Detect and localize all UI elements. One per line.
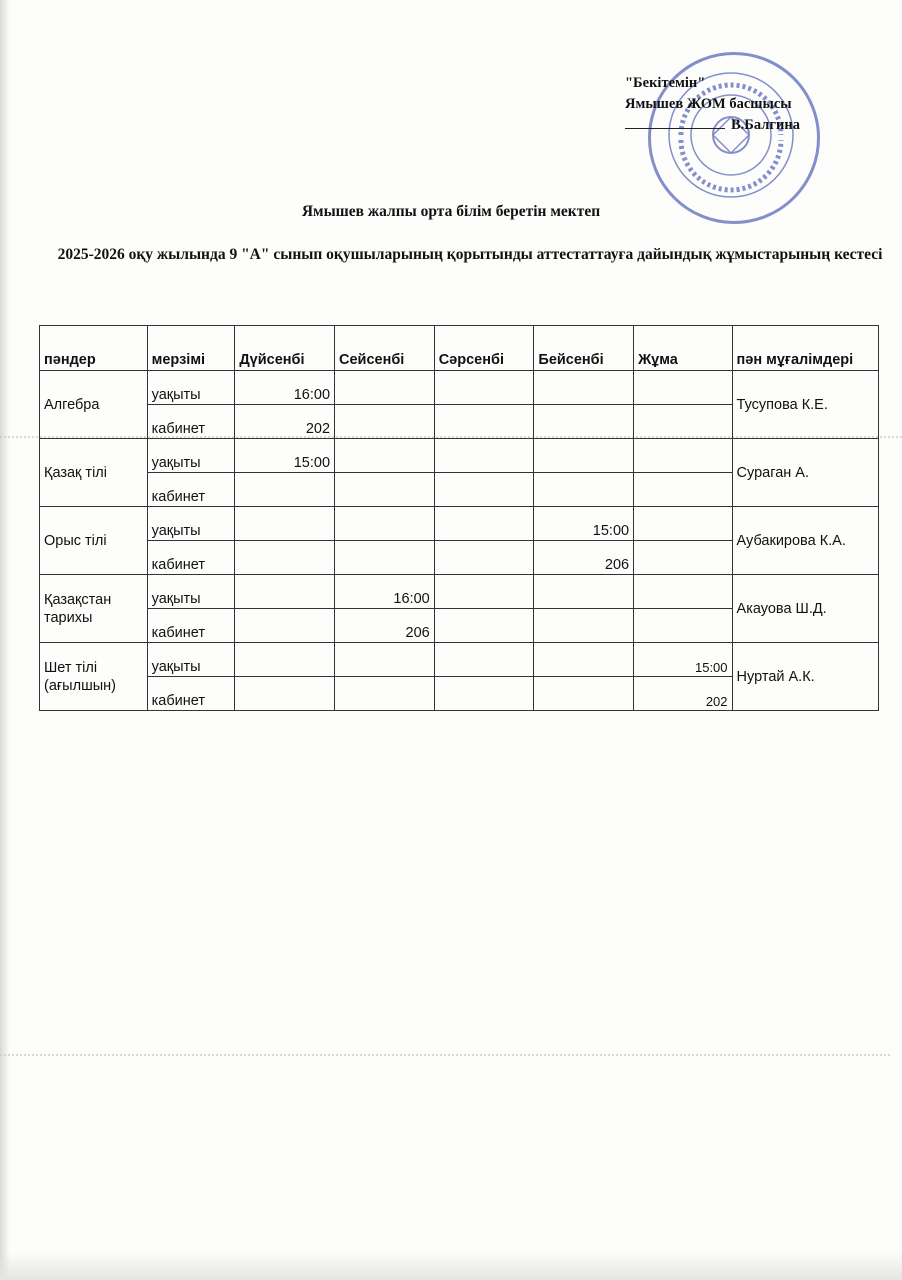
time-cell [434, 371, 534, 405]
room-cell [634, 473, 732, 507]
time-cell [335, 643, 435, 677]
table-row [40, 643, 879, 677]
room-cell [434, 473, 534, 507]
subject-cell: Алгебра [40, 371, 148, 439]
room-cell [534, 405, 634, 439]
room-cell [634, 609, 732, 643]
header-period: мерзімі [147, 326, 235, 371]
room-cell [434, 405, 534, 439]
signature-line [625, 116, 725, 129]
schedule-table [39, 325, 879, 711]
room-cell: 206 [335, 609, 435, 643]
room-cell [534, 473, 634, 507]
time-cell [335, 507, 435, 541]
table-row [40, 371, 879, 405]
time-cell: 16:00 [335, 575, 435, 609]
room-cell [634, 541, 732, 575]
approval-title: "Бекітемін" [625, 75, 706, 91]
subject-cell: Орыс тілі [40, 507, 148, 575]
header-subjects: пәндер [40, 326, 148, 371]
time-cell [634, 439, 732, 473]
room-cell [335, 541, 435, 575]
time-cell: 15:00 [634, 643, 732, 677]
teacher-cell: Аубакирова К.А. [732, 507, 878, 575]
room-label: кабинет [147, 405, 235, 439]
time-cell [335, 439, 435, 473]
room-cell [634, 405, 732, 439]
time-cell [235, 575, 335, 609]
teacher-cell: Тусупова К.Е. [732, 371, 878, 439]
header-teachers: пән мұғалімдері [732, 326, 878, 371]
teacher-cell: Акауова Ш.Д. [732, 575, 878, 643]
room-cell [235, 541, 335, 575]
scan-noise-line [0, 1054, 890, 1060]
time-cell [634, 507, 732, 541]
table-row [40, 575, 879, 609]
room-cell [235, 609, 335, 643]
time-cell: 16:00 [235, 371, 335, 405]
header-tuesday: Сейсенбі [335, 326, 435, 371]
time-label: уақыты [147, 439, 235, 473]
subject-cell: Қазақ тілі [40, 439, 148, 507]
table-header-row [40, 326, 879, 371]
time-cell [434, 439, 534, 473]
room-cell [434, 541, 534, 575]
header-thursday: Бейсенбі [534, 326, 634, 371]
room-cell [235, 473, 335, 507]
teacher-cell: Сураган А. [732, 439, 878, 507]
room-label: кабинет [147, 609, 235, 643]
room-cell: 202 [235, 405, 335, 439]
time-cell [434, 643, 534, 677]
header-wednesday: Сәрсенбі [434, 326, 534, 371]
room-label: кабинет [147, 541, 235, 575]
room-label: кабинет [147, 677, 235, 711]
approval-position: Ямышев ЖОМ басшысы [625, 96, 792, 112]
approval-block [625, 73, 865, 136]
room-cell [434, 609, 534, 643]
time-cell: 15:00 [534, 507, 634, 541]
room-cell [335, 677, 435, 711]
approval-name: В.Балгина [731, 117, 800, 133]
room-cell: 202 [634, 677, 732, 711]
header-monday: Дүйсенбі [235, 326, 335, 371]
time-label: уақыты [147, 575, 235, 609]
time-label: уақыты [147, 507, 235, 541]
time-cell [335, 371, 435, 405]
header-friday: Жұма [634, 326, 732, 371]
time-cell [235, 507, 335, 541]
teacher-cell: Нуртай А.К. [732, 643, 878, 711]
time-cell: 15:00 [235, 439, 335, 473]
school-title: Ямышев жалпы орта білім беретін мектеп [301, 203, 601, 220]
room-cell [534, 609, 634, 643]
time-cell [534, 643, 634, 677]
time-label: уақыты [147, 371, 235, 405]
approval-signature [625, 115, 865, 136]
room-cell [434, 677, 534, 711]
room-cell: 206 [534, 541, 634, 575]
room-cell [534, 677, 634, 711]
time-cell [634, 371, 732, 405]
table-row [40, 507, 879, 541]
time-cell [534, 575, 634, 609]
subject-cell: Шет тілі (ағылшын) [40, 643, 148, 711]
time-cell [534, 371, 634, 405]
time-cell [434, 507, 534, 541]
schedule-title: 2025-2026 оқу жылында 9 "А" сынып оқушыларының қорытынды аттестаттауға дайындық жұмыстарының кестесі [57, 246, 883, 263]
table-row [40, 439, 879, 473]
time-label: уақыты [147, 643, 235, 677]
page-bottom-shadow [0, 1252, 902, 1280]
subject-cell: Қазақстан тарихы [40, 575, 148, 643]
time-cell [434, 575, 534, 609]
room-cell [335, 473, 435, 507]
room-cell [235, 677, 335, 711]
time-cell [235, 643, 335, 677]
time-cell [534, 439, 634, 473]
room-label: кабинет [147, 473, 235, 507]
page-edge-shadow [0, 0, 10, 1280]
time-cell [634, 575, 732, 609]
room-cell [335, 405, 435, 439]
